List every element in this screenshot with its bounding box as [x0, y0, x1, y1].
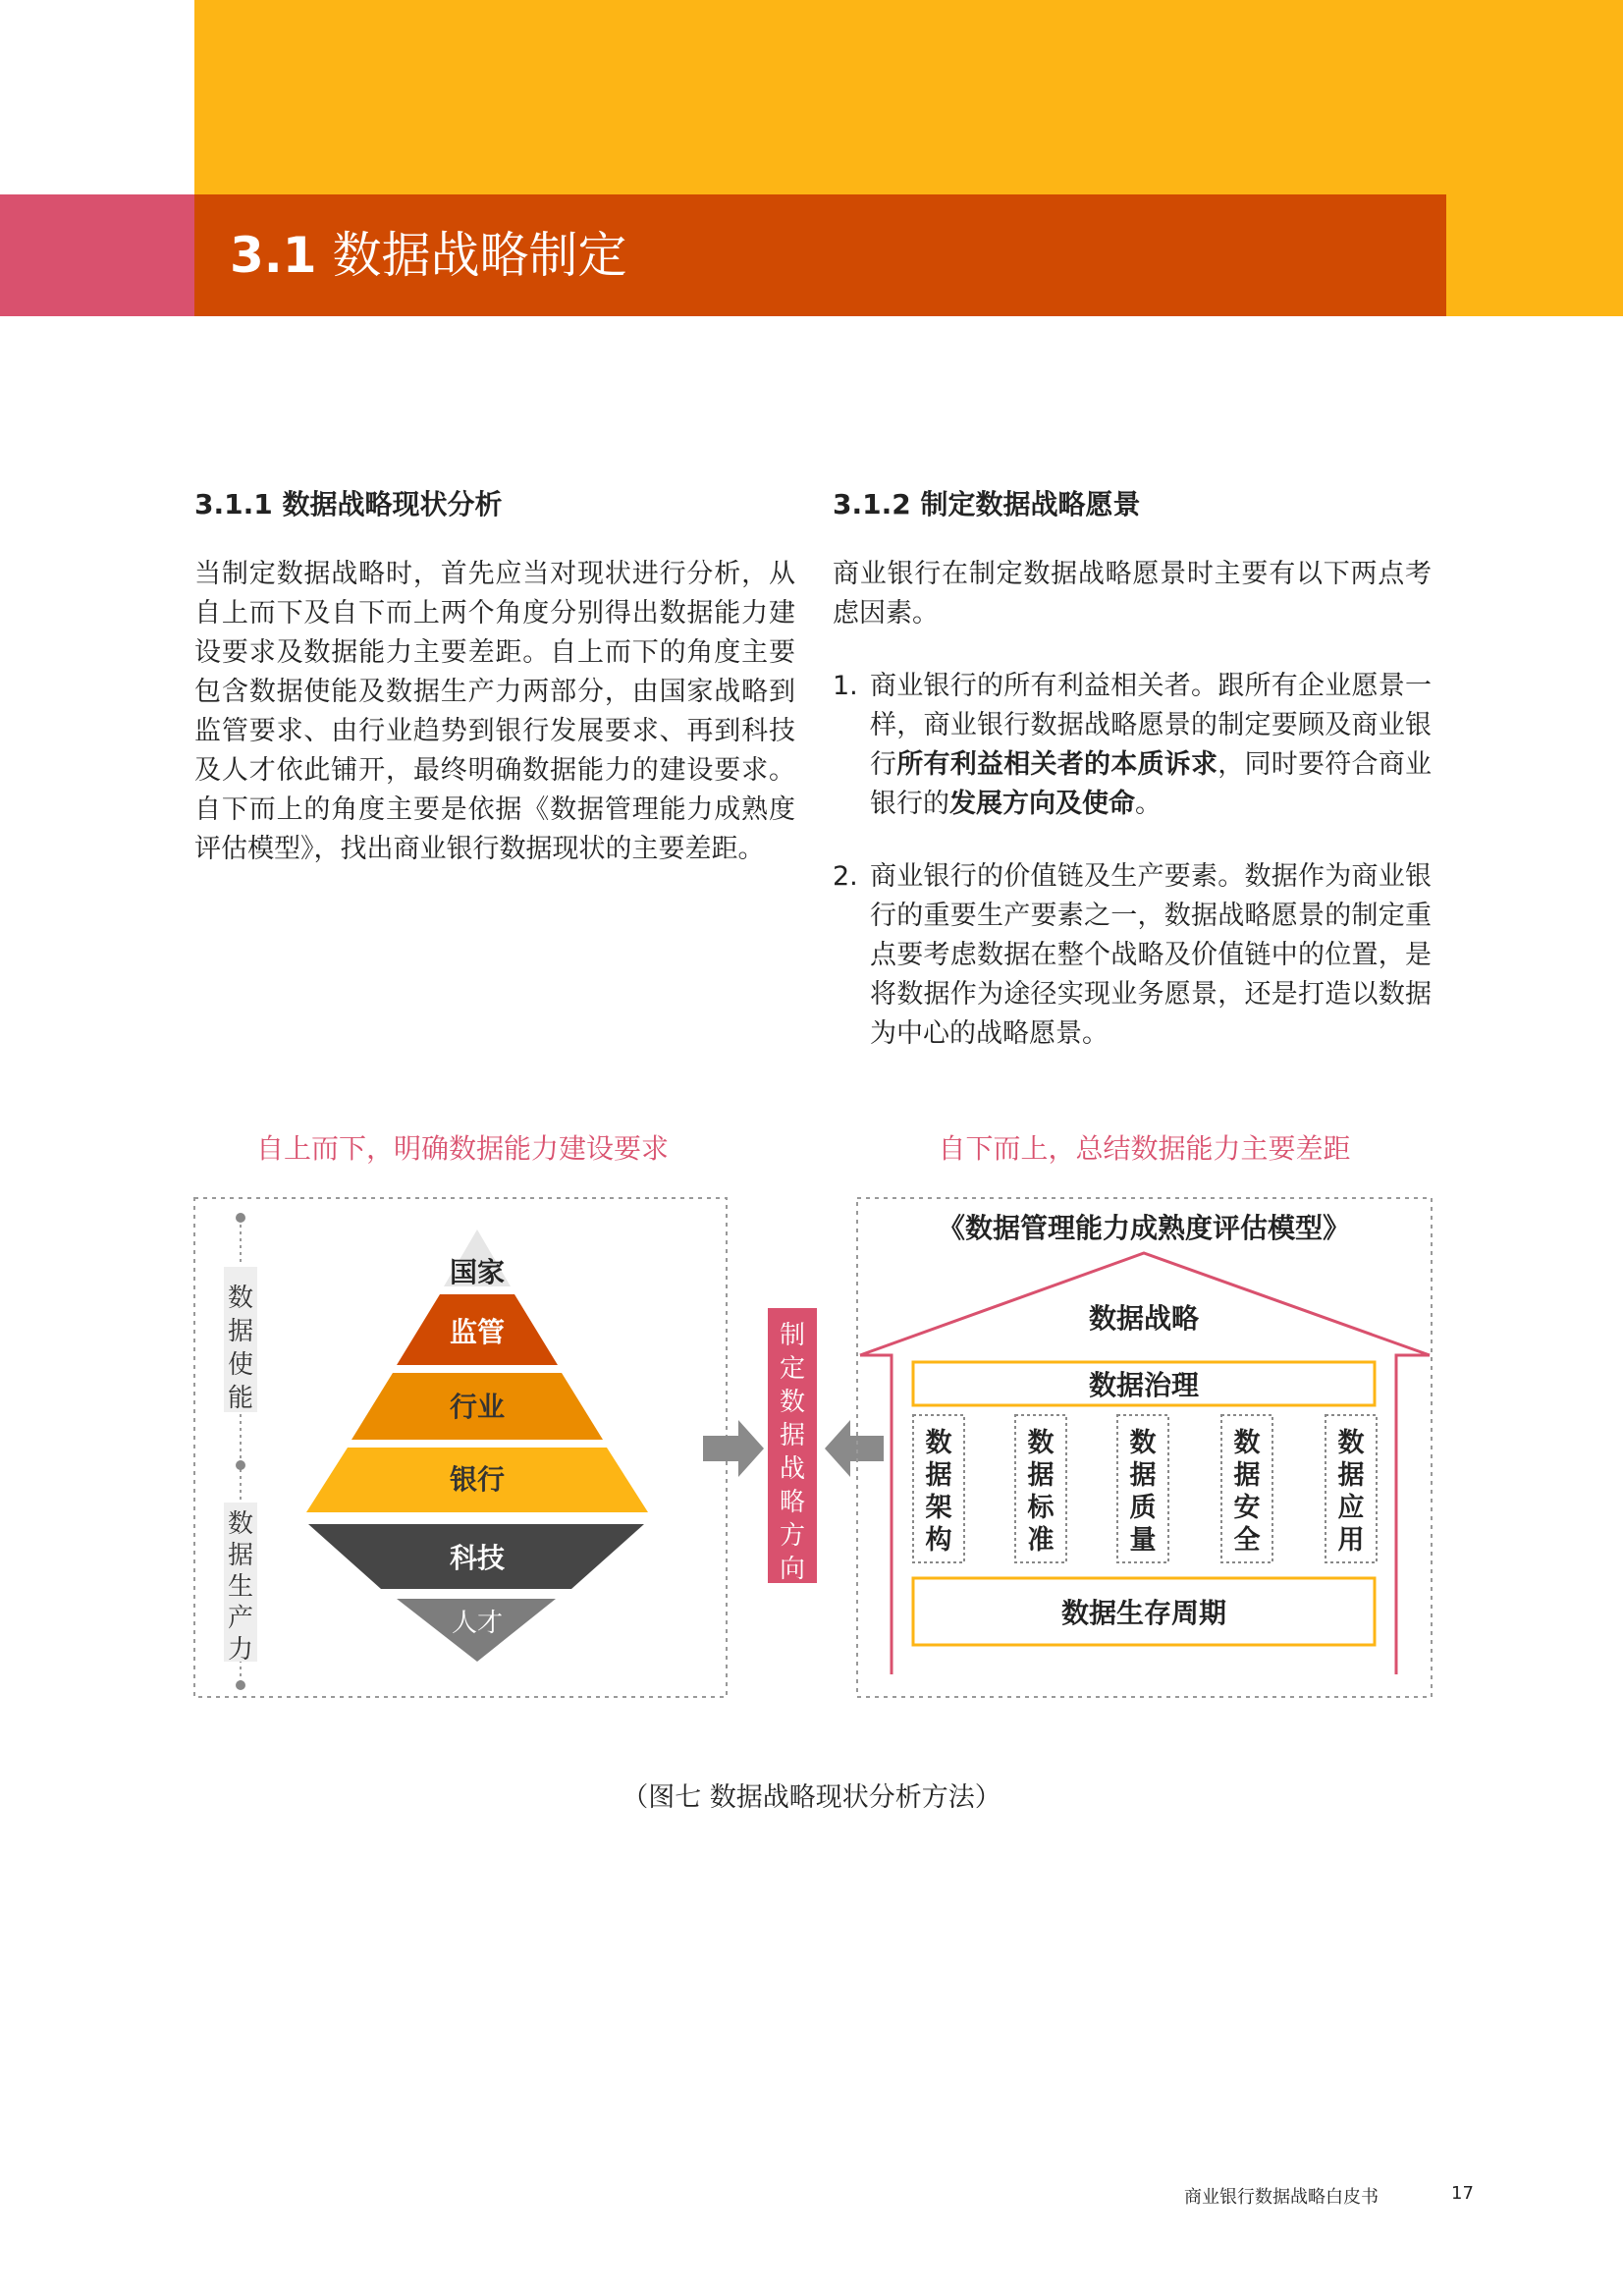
- pillar-label: 数据安全: [1233, 1428, 1261, 1556]
- list-item-emphasis: 发展方向及使命: [949, 789, 1135, 819]
- arrow-left-icon: [825, 1420, 884, 1477]
- pyramid-label-national: 国家: [449, 1256, 506, 1288]
- pillar-label: 数据标准: [1027, 1428, 1055, 1556]
- pyramid-label-regulation: 监管: [449, 1316, 506, 1348]
- footer-page-number: 17: [1451, 2183, 1474, 2204]
- list-item-emphasis: 所有利益相关者的本质诉求: [896, 749, 1218, 780]
- left-paragraph: 当制定数据战略时，首先应当对现状进行分析，从自上而下及自下而上两个角度分别得出数据能力建设要求及数据能力主要差距。自上而下的角度主要包含数据使能及数据生产力两部分，由国家战略到监管要求、由行业趋势到银行发展要求、再到科技及人才依此铺开，最终明确数据能力的建设要求。自下而上的角度主要是依据《数据管理能力成熟度评估模型》，找出商业银行数据现状的主要差距。: [194, 559, 795, 864]
- list-item-text: 商业银行的价值链及生产要素。数据作为商业银行的重要生产要素之一，数据战略愿景的制定重点要考虑数据在整个战略及价值链中的位置，是将数据作为途径实现业务愿景，还是打造以数据为中心的战略愿景。: [870, 861, 1432, 1049]
- governance-label: 数据治理: [1088, 1369, 1200, 1401]
- right-intro: 商业银行在制定数据战略愿景时主要有以下两点考虑因素。: [833, 559, 1432, 629]
- left-heading: 3.1.1 数据战略现状分析: [194, 488, 503, 520]
- list-item-text-part: 商业银行的所有利益相关者。跟所有企业愿景一样，商业银行数据战略愿景的制定要顾及商业银行: [870, 671, 1432, 780]
- list-item-text-part: 。: [1135, 789, 1162, 819]
- pyramid-label-talent: 人才: [451, 1609, 504, 1638]
- pillar-label: 数据应用: [1337, 1428, 1365, 1556]
- pillar-group: [913, 1415, 1377, 1562]
- footer-doc-title: 商业银行数据战略白皮书: [1184, 2187, 1379, 2208]
- model-title: 《数据管理能力成熟度评估模型》: [937, 1212, 1351, 1244]
- pillar-label: 数据质量: [1129, 1428, 1157, 1556]
- side-label-bottom: 数据生产力: [227, 1509, 254, 1665]
- arrow-right-icon: [703, 1420, 764, 1477]
- lifecycle-label: 数据生存周期: [1060, 1597, 1227, 1629]
- pyramid-label-bank: 银行: [449, 1463, 506, 1496]
- section-number: 3.1: [230, 227, 317, 284]
- right-heading: 3.1.2 制定数据战略愿景: [833, 488, 1141, 520]
- section-title-text: 数据战略制定: [332, 227, 627, 284]
- center-label: 制定数据战略方向: [779, 1321, 806, 1584]
- list-item-number: 1.: [833, 671, 858, 701]
- side-label-top: 数据使能: [227, 1284, 254, 1413]
- pyramid-label-industry: 行业: [449, 1391, 506, 1423]
- roof-label: 数据战略: [1088, 1302, 1200, 1335]
- diagram-right-title: 自下而上，总结数据能力主要差距: [938, 1132, 1351, 1165]
- diagram-left-title: 自上而下，明确数据能力建设要求: [255, 1132, 669, 1165]
- list-item-number: 2.: [833, 861, 858, 892]
- pyramid-label-tech: 科技: [449, 1542, 506, 1574]
- list-item-text-part: ，同时要符合商业银行的: [870, 749, 1432, 819]
- figure-caption: （图七 数据战略现状分析方法）: [622, 1782, 1001, 1813]
- pillar-label: 数据架构: [925, 1428, 952, 1556]
